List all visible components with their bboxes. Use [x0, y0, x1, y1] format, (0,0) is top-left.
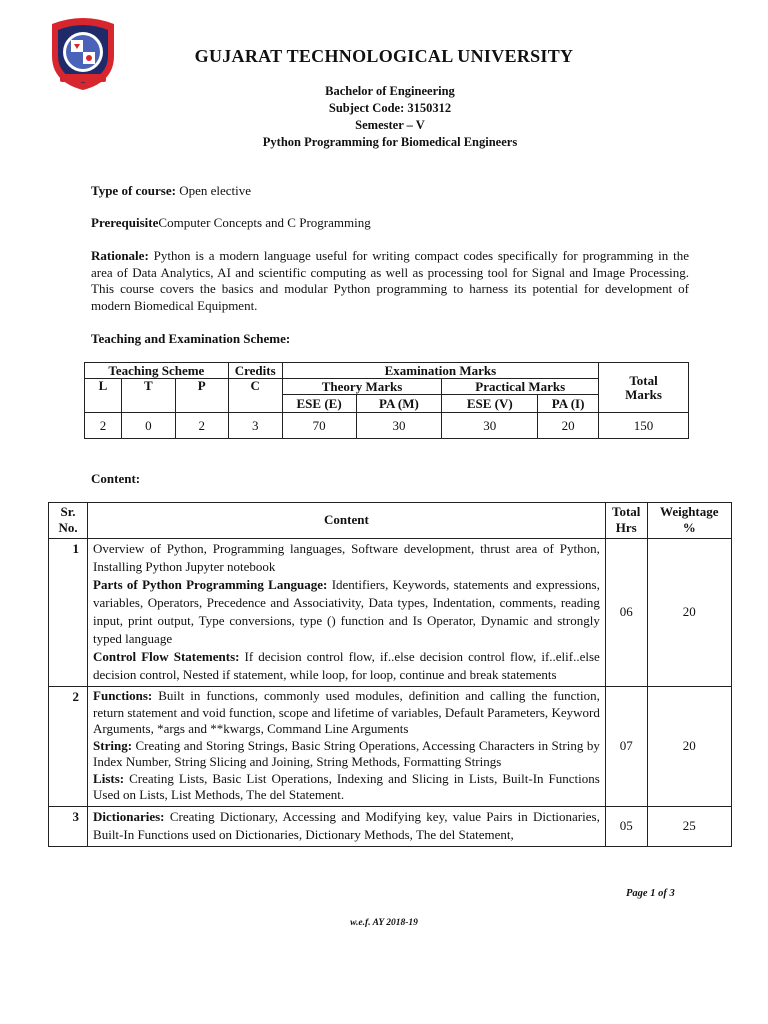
page-current: 1 — [650, 888, 656, 899]
l-value: 2 — [85, 413, 122, 439]
row-content — [88, 687, 606, 807]
row-topic — [93, 808, 600, 844]
ese-e-value: 70 — [282, 413, 356, 439]
pa-i-header: PA (I) — [538, 395, 599, 413]
topic-label: Control Flow Statements: — [93, 649, 240, 664]
row-intro: Overview of Python, Programming languages, Software development, thrust area of Python, Installing Python Jupyter notebook — [93, 541, 600, 574]
rationale-text: Python is a modern language useful for writing compact codes specifically for programming in the area of Data Analytics, AI and scientific computing as well as processing tool for Signal and Image Processing. This course covers the basics and modular Python programming to harness its potential for development of modern Biomedical Equipment. — [91, 248, 689, 313]
exam-marks-header: Examination Marks — [282, 363, 598, 379]
c-header: C — [228, 379, 282, 413]
rationale — [91, 248, 689, 314]
page-of: of — [655, 888, 670, 899]
topic-text: Built in functions, commonly used modules, definition and calling the function, return statement and void function, scope and lifetime of variables, Default Parameters, Keyword Arguments, *args and **kwargs, Command Line Arguments — [93, 688, 600, 736]
subject-name: Python Programming for Biomedical Engineers — [262, 135, 518, 149]
ese-v-value: 30 — [442, 413, 538, 439]
row-sr: 1 — [49, 539, 88, 687]
rationale-label: Rationale: — [91, 248, 149, 263]
theory-marks-header: Theory Marks — [282, 379, 442, 395]
sr-header-line1: Sr. — [60, 504, 76, 519]
topic-text: If decision control flow, if..else decision control flow, if..elif..else decision control, Nested if statement, while loop, for loop, continue and break statements — [93, 649, 600, 682]
sr-header — [49, 503, 88, 539]
total-marks-header — [599, 363, 689, 413]
page-total: 3 — [669, 888, 675, 899]
topic-label: Dictionaries: — [93, 808, 165, 824]
prerequisite — [91, 215, 689, 232]
total-marks-line1: Total — [629, 372, 658, 388]
page-number — [626, 888, 675, 899]
c-value: 3 — [228, 413, 282, 439]
t-value: 0 — [121, 413, 175, 439]
pa-i-value: 20 — [538, 413, 599, 439]
topic-label: String: — [93, 737, 133, 753]
hrs-header-line1: Total — [611, 504, 641, 519]
row-topic — [93, 576, 600, 648]
pa-m-value: 30 — [356, 413, 442, 439]
type-of-course-label: Type of course: — [91, 183, 176, 198]
semester: Semester – V — [355, 118, 425, 132]
sr-header-line2: No. — [58, 520, 78, 535]
weightage-header-line2: % — [682, 520, 696, 535]
p-value: 2 — [175, 413, 228, 439]
content-table-header — [49, 503, 732, 539]
row-weightage: 25 — [647, 806, 731, 846]
row-hrs: 05 — [605, 806, 647, 846]
row-topic — [93, 771, 600, 804]
table-row — [49, 806, 732, 846]
row-weightage: 20 — [647, 687, 731, 807]
row-hrs: 06 — [605, 539, 647, 687]
topic-label: Functions: — [93, 688, 153, 703]
university-title: GUJARAT TECHNOLOGICAL UNIVERSITY — [194, 46, 574, 66]
content-table — [48, 502, 732, 847]
row-topic — [93, 738, 600, 771]
topic-text: Creating and Storing Strings, Basic String Operations, Accessing Characters in String by Index Number, String Slicing and Joining, String Methods, Formatting Strings — [93, 737, 600, 769]
degree: Bachelor of Engineering — [325, 84, 455, 98]
hrs-header — [605, 503, 647, 539]
row-content — [88, 539, 606, 687]
row-topic — [93, 648, 600, 684]
type-of-course — [91, 183, 689, 200]
teaching-scheme-header: Teaching Scheme — [85, 363, 229, 379]
row-weightage: 20 — [647, 539, 731, 687]
practical-marks-header: Practical Marks — [442, 379, 599, 395]
row-sr: 3 — [49, 806, 88, 846]
scheme-heading: Teaching and Examination Scheme: — [91, 331, 291, 346]
row-content — [88, 806, 606, 846]
credits-header: Credits — [228, 363, 282, 379]
wef-footer: w.e.f. AY 2018-19 — [350, 918, 418, 928]
scheme-table — [84, 362, 689, 439]
l-header: L — [85, 379, 122, 413]
prerequisite-value: Computer Concepts and C Programming — [158, 215, 371, 230]
type-of-course-value: Open elective — [175, 183, 252, 198]
p-header: P — [175, 379, 228, 413]
hrs-header-line2: Hrs — [615, 520, 637, 535]
prerequisite-label: Prerequisite — [91, 215, 159, 230]
pa-m-header: PA (M) — [356, 395, 442, 413]
weightage-header — [647, 503, 731, 539]
subject-code: Subject Code: 3150312 — [328, 101, 452, 115]
weightage-header-line1: Weightage — [660, 504, 719, 519]
total-marks-line2: Marks — [625, 386, 662, 402]
topic-text: Creating Lists, Basic List Operations, Indexing and Slicing in Lists, Built-In Functions Used on Lists, List Methods, The del Statement. — [93, 770, 600, 802]
topic-label: Parts of Python Programming Language: — [93, 577, 328, 592]
row-sr: 2 — [49, 687, 88, 807]
row-topic — [93, 688, 600, 738]
content-header: Content — [88, 503, 606, 539]
topic-label: Lists: — [93, 770, 125, 786]
content-heading: Content: — [91, 471, 141, 486]
t-header: T — [121, 379, 175, 413]
topic-text: Identifiers, Keywords, statements and expressions, variables, Operators, Precedence and Associativity, Data types, Indentation, comments, reading input, print output, Type conversions, type () function and Is Operator, Dynamic and strongly typed language — [93, 577, 600, 646]
topic-text: Creating Dictionary, Accessing and Modifying key, value Pairs in Dictionaries, Built-In Functions used on Dictionaries, Dictionary Methods, The del Statement, — [93, 808, 600, 842]
total-value: 150 — [599, 413, 689, 439]
table-row — [49, 687, 732, 807]
page-prefix: Page — [626, 888, 651, 899]
ese-e-header: ESE (E) — [282, 395, 356, 413]
row-hrs: 07 — [605, 687, 647, 807]
table-row — [49, 539, 732, 687]
ese-v-header: ESE (V) — [442, 395, 538, 413]
